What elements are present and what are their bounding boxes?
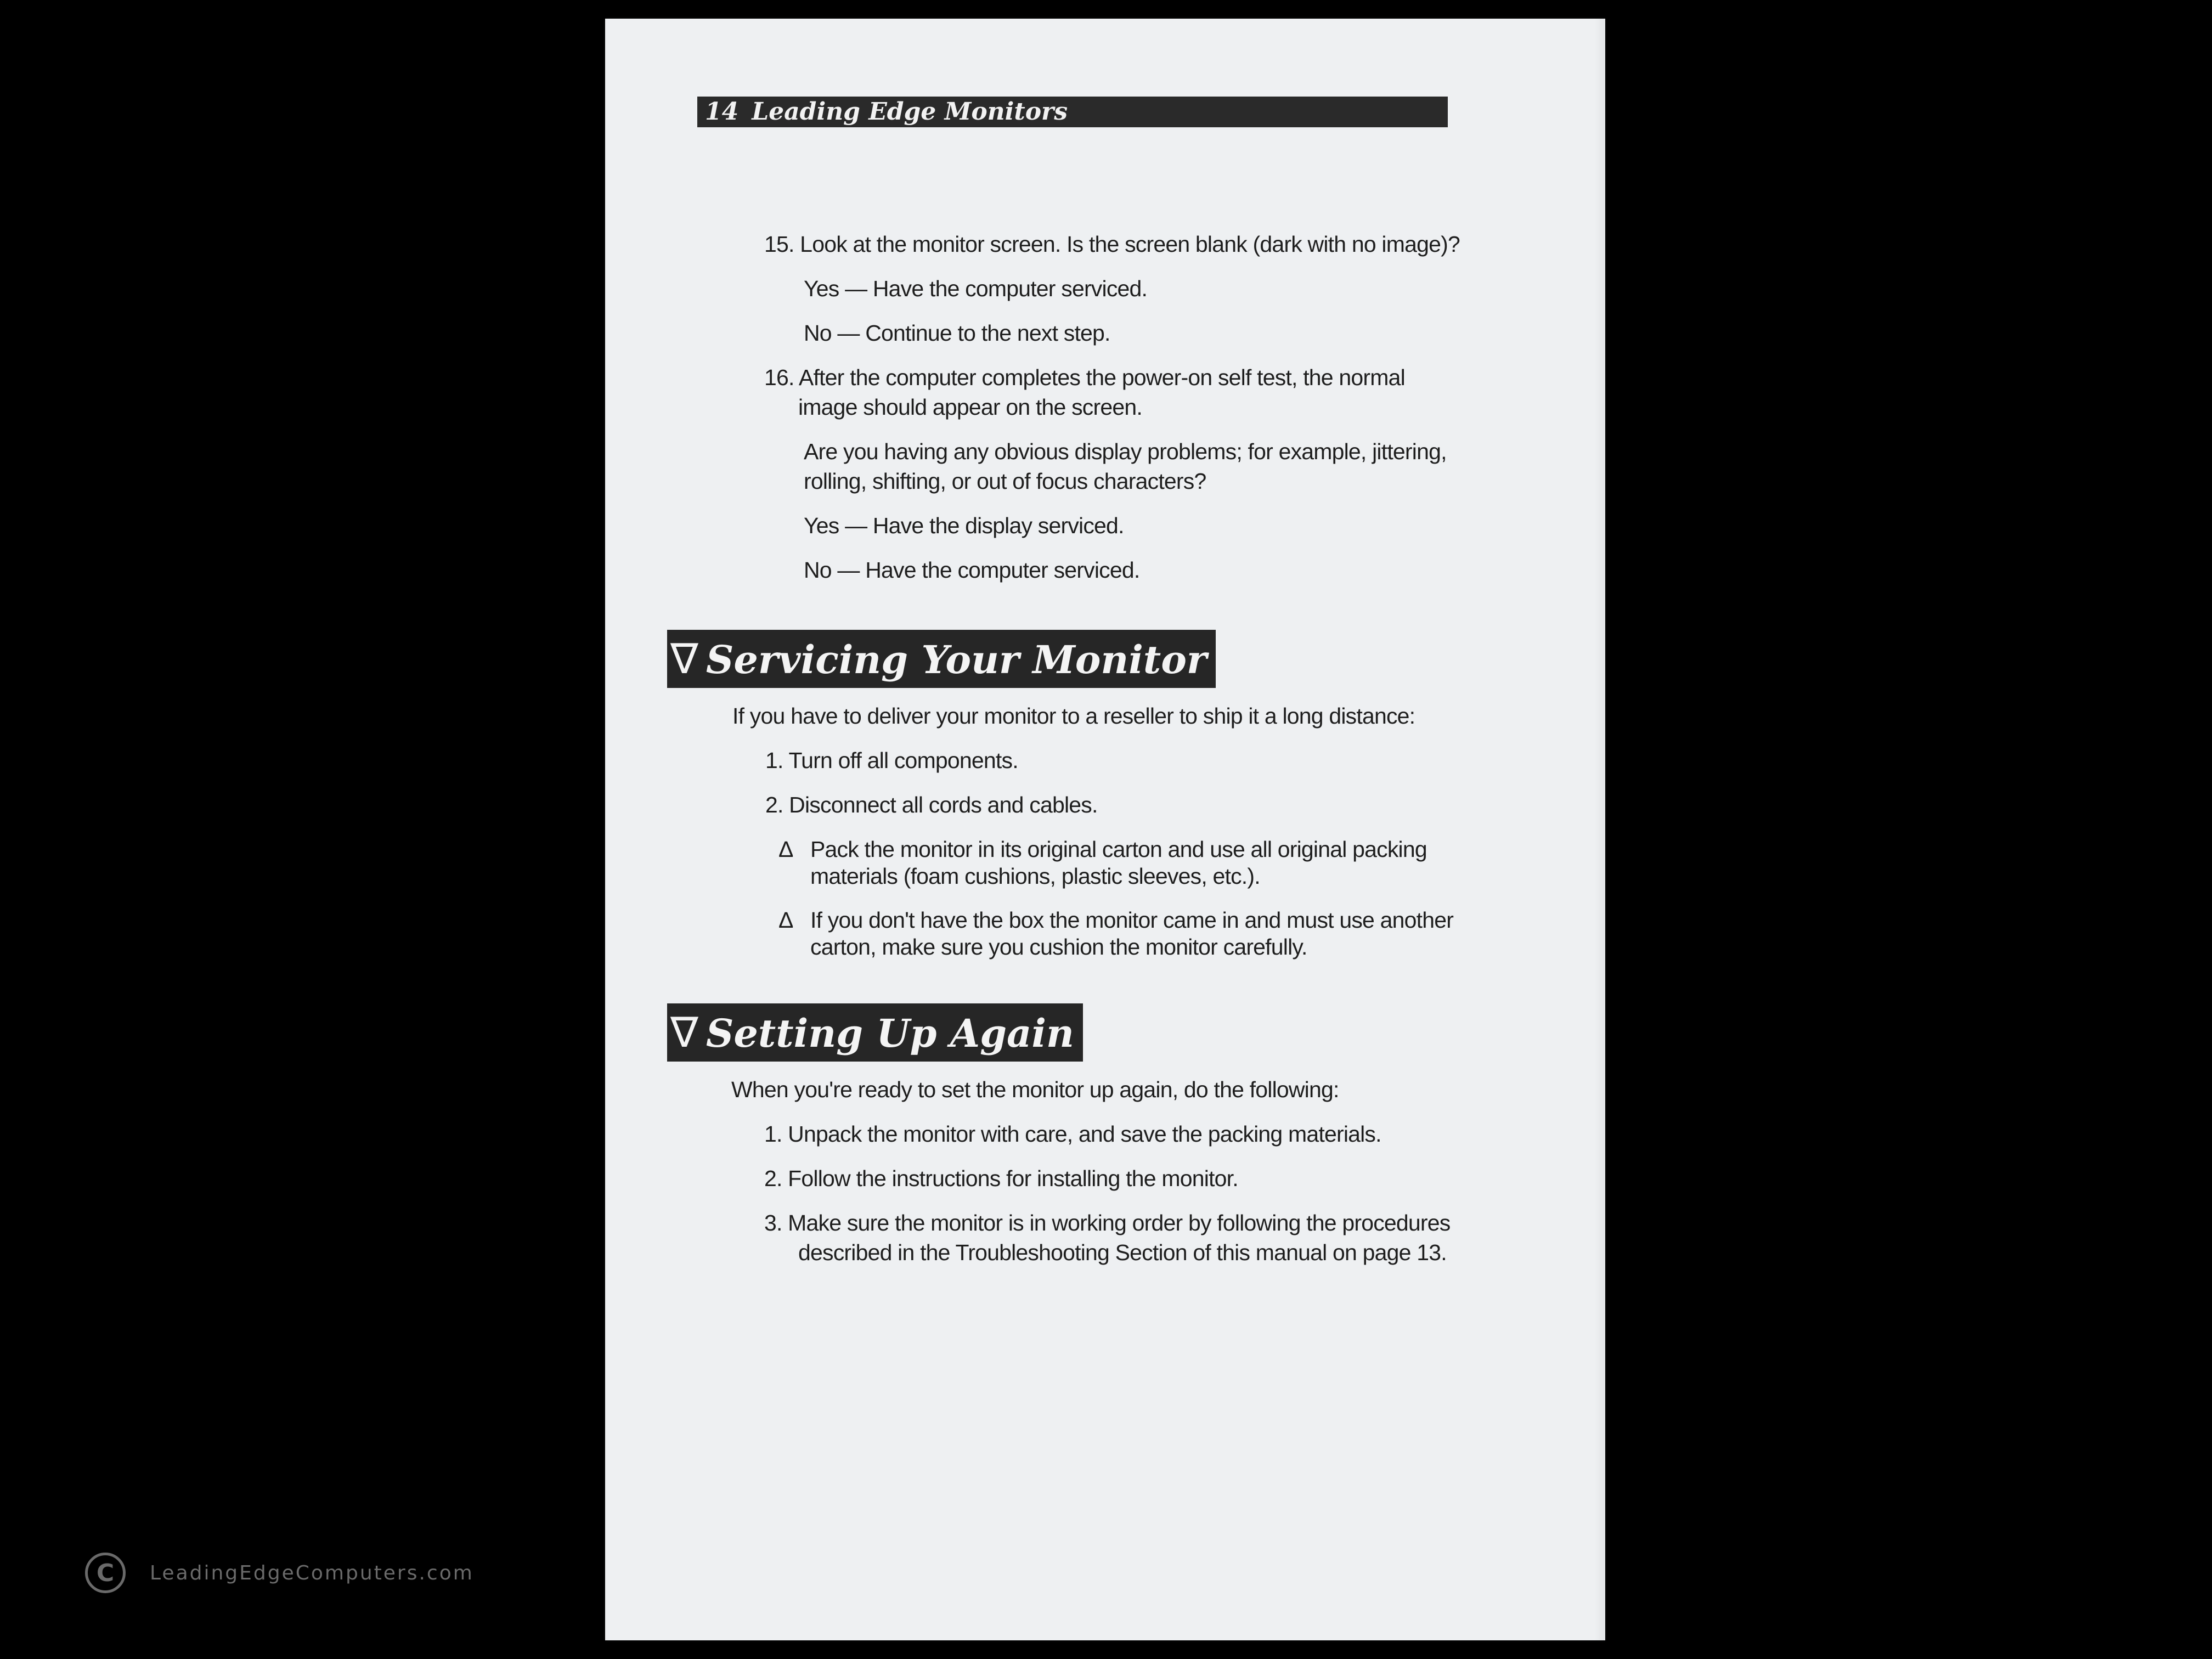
section-title: Setting Up Again xyxy=(706,1011,1074,1056)
delta-bullet-icon: Δ xyxy=(778,837,793,862)
servicing-step-1: 1. Turn off all components. xyxy=(765,748,1018,773)
step-16-line2: image should appear on the screen. xyxy=(798,394,1142,420)
running-header xyxy=(697,97,1448,127)
down-triangle-icon: ∇ xyxy=(670,1008,698,1057)
page-number: 14 xyxy=(705,98,739,126)
step-16-no: No — Have the computer serviced. xyxy=(804,557,1140,583)
setup-step-3-line1: 3. Make sure the monitor is in working order by following the procedures xyxy=(764,1210,1451,1235)
setup-intro: When you're ready to set the monitor up again, do the following: xyxy=(731,1077,1339,1102)
servicing-intro: If you have to deliver your monitor to a reseller to ship it a long distance: xyxy=(732,703,1415,729)
step-16-question-line1: Are you having any obvious display problems; for example, jittering, xyxy=(804,439,1447,464)
setup-step-3-line2: described in the Troubleshooting Section of this manual on page 13. xyxy=(798,1240,1447,1265)
servicing-bullet-2-line1: Δ If you don't have the box the monitor came in and must use another xyxy=(778,906,1453,935)
step-15-no: No — Continue to the next step. xyxy=(804,320,1110,346)
header-title: Leading Edge Monitors xyxy=(752,98,1068,126)
down-triangle-icon: ∇ xyxy=(670,634,698,683)
step-16-yes: Yes — Have the display serviced. xyxy=(804,513,1124,538)
site-watermark xyxy=(85,1548,474,1598)
servicing-step-2: 2. Disconnect all cords and cables. xyxy=(765,792,1098,817)
step-16-line1: 16. After the computer completes the power-on self test, the normal xyxy=(764,365,1405,390)
section-title: Servicing Your Monitor xyxy=(706,637,1207,682)
section-heading-setup xyxy=(667,1003,1083,1062)
setup-step-2: 2. Follow the instructions for installing the monitor. xyxy=(764,1166,1238,1191)
setup-step-1: 1. Unpack the monitor with care, and save the packing materials. xyxy=(764,1121,1381,1147)
servicing-bullet-2-line2: carton, make sure you cushion the monitor carefully. xyxy=(810,934,1307,960)
page-edge-shadow xyxy=(1594,19,1605,1640)
copyright-icon: C xyxy=(85,1553,126,1593)
servicing-bullet-1-line2: materials (foam cushions, plastic sleeves, etc.). xyxy=(810,864,1260,889)
servicing-bullet-1-line1: Δ Pack the monitor in its original carton and use all original packing xyxy=(778,835,1427,864)
step-16-question-line2: rolling, shifting, or out of focus characters? xyxy=(804,469,1206,494)
section-heading-servicing xyxy=(667,630,1216,688)
manual-page xyxy=(605,19,1605,1640)
step-15: 15. Look at the monitor screen. Is the screen blank (dark with no image)? xyxy=(764,232,1460,257)
step-15-yes: Yes — Have the computer serviced. xyxy=(804,276,1148,301)
delta-bullet-icon: Δ xyxy=(778,907,793,933)
watermark-text: LeadingEdgeComputers.com xyxy=(150,1561,474,1584)
